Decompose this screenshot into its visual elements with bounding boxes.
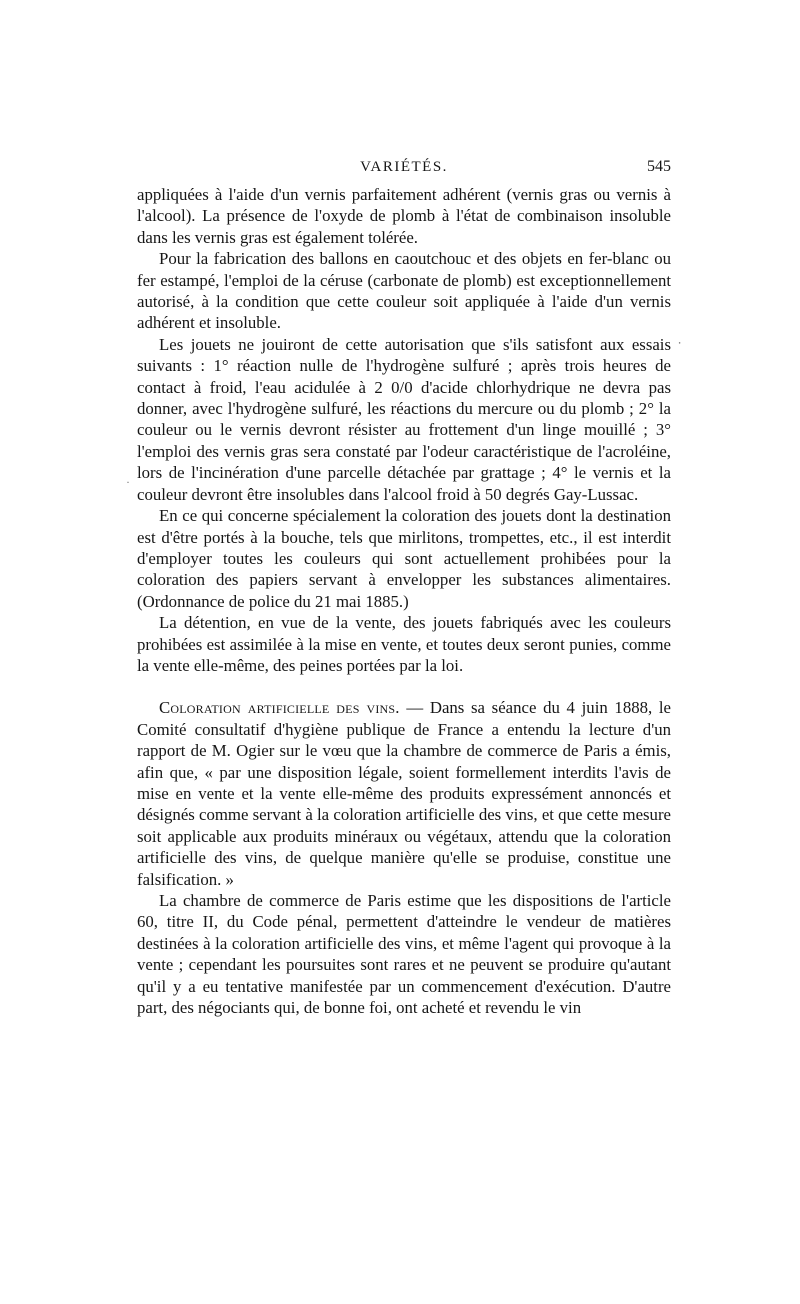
running-title: VARIÉTÉS. — [360, 159, 448, 175]
paragraph-mouth-toys: En ce qui concerne spécialement la coloration des jouets dont la destination est d'être portés à la bouche, tels que mirlitons, trompettes, etc., il est interdit d'employer toutes les couleurs qui sont actuellement prohibées pour la coloration des papiers servant à envelopper les substances alimentaires. (Ordonnance de police du 21 mai 1885.) — [137, 506, 671, 611]
paragraph-balloons: Pour la fabrication des ballons en caoutchouc et des objets en fer-blanc ou fer estampé, l'emploi de la céruse (carbonate de plomb) est exceptionnellement autorisé, à la condition que cette couleur soit appliquée à l'aide d'un vernis adhérent et insoluble. — [137, 249, 671, 333]
running-head — [137, 154, 671, 180]
paragraph-continuation: appliquées à l'aide d'un vernis parfaitement adhérent (vernis gras ou vernis à l'alcool). La présence de l'oxyde de plomb à l'état de combinaison insoluble dans les vernis gras est également tolérée. — [137, 185, 671, 247]
page-number: 545 — [647, 158, 671, 175]
section-intro-text: — Dans sa séance du 4 juin 1888, le Comité consultatif d'hygiène publique de France a entendu la lecture d'un rapport de M. Ogier sur le vœu que la chambre de commerce de Paris a émis, afin que, « par une disposition légale, soient formellement interdits l'avis de mise en vente et la vente elle-même des produits expressément annoncés et désignés comme servant à la coloration artificielle des vins, et que cette mesure soit applicable aux produits minéraux ou végétaux, attendu que la coloration artificielle des vins, de quelque manière qu'elle se produise, constitue une falsification. » — [137, 698, 671, 889]
paragraph-tests: Les jouets ne jouiront de cette autorisation que s'ils satisfont aux essais suivants : 1° réaction nulle de l'hydrogène sulfuré ; après trois heures de contact à froid, l'eau acidulée à 2 0/0 d'acide chlorhydrique ne devra pas donner, avec l'hydrogène sulfuré, les réactions du mercure ou du plomb ; 2° la couleur ou le vernis devront résister au frottement d'un linge mouillé ; 3° l'emploi des vernis gras sera constaté par l'odeur caractéristique de l'acroléine, lors de l'incinération d'une parcelle détachée par grattage ; 4° le vernis et la couleur devront être insolubles dans l'alcool froid à 50 degrés Gay-Lussac. — [137, 334, 671, 504]
paragraph-chamber-opinion: La chambre de commerce de Paris estime que les dispositions de l'article 60, titre II, du Code pénal, permettent d'atteindre le vendeur de matières destinées à la coloration artificielle des vins, et même l'agent qui provoque à la vente ; cependant les poursuites sont rares et ne peuvent se produire qu'autant qu'il y a eu tentative manifestée par un commencement d'exécution. D'autre part, des négociants qui, de bonne foi, ont acheté et revendu le vin — [137, 891, 671, 1018]
margin-mark: · — [126, 475, 130, 489]
margin-mark: ⸳ — [678, 334, 682, 348]
section-wine-coloring — [137, 697, 671, 890]
section-heading: Coloration artificielle des vins. — [159, 698, 400, 718]
paragraph-detention: La détention, en vue de la vente, des jouets fabriqués avec les couleurs prohibées est assimilée à la mise en vente, et toutes deux seront punies, comme la vente elle-même, des peines portées par la loi. — [137, 613, 671, 675]
body-text — [137, 184, 671, 1018]
